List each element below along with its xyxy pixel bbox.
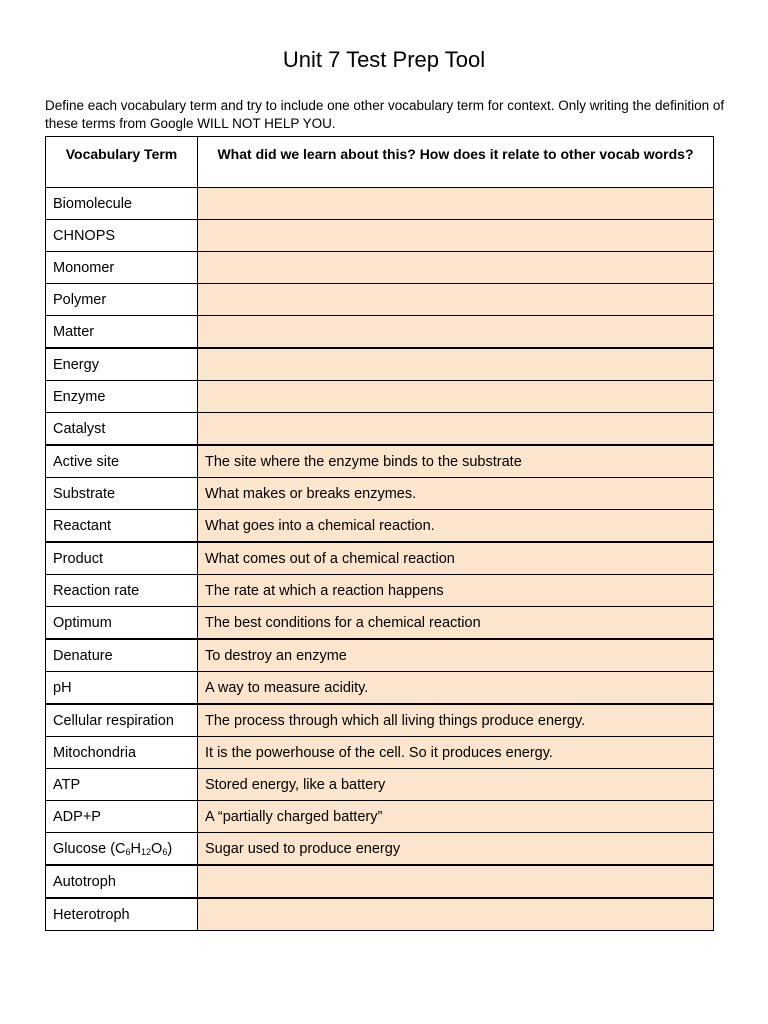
vocabulary-term-cell: Matter (46, 316, 198, 349)
table-row (46, 672, 714, 705)
answer-cell[interactable] (198, 348, 714, 381)
table-row (46, 316, 714, 349)
table-row (46, 542, 714, 575)
vocabulary-term-cell: pH (46, 672, 198, 705)
vocabulary-term-cell: Energy (46, 348, 198, 381)
header-answer-label: What did we learn about this? How does it relate to other vocab words? (217, 146, 694, 162)
vocabulary-term-cell: Denature (46, 639, 198, 672)
vocabulary-term-cell: Cellular respiration (46, 704, 198, 737)
vocabulary-term-cell: Enzyme (46, 381, 198, 413)
table-row (46, 284, 714, 316)
vocabulary-term-cell: Autotroph (46, 865, 198, 898)
answer-cell[interactable]: The best conditions for a chemical reaction (198, 607, 714, 640)
table-row (46, 833, 714, 866)
vocabulary-term-cell: Glucose $(C_6H_{12}O_6)$ (46, 833, 198, 866)
answer-cell[interactable] (198, 413, 714, 446)
answer-cell[interactable] (198, 381, 714, 413)
answer-cell[interactable]: What makes or breaks enzymes. (198, 478, 714, 510)
table-row (46, 510, 714, 543)
table-row (46, 445, 714, 478)
table-row (46, 639, 714, 672)
vocabulary-term-cell: Mitochondria (46, 737, 198, 769)
vocabulary-term-cell: CHNOPS (46, 220, 198, 252)
answer-cell[interactable]: The site where the enzyme binds to the substrate (198, 445, 714, 478)
answer-cell[interactable]: A way to measure acidity. (198, 672, 714, 705)
vocabulary-term-cell: Optimum (46, 607, 198, 640)
vocabulary-term-cell: Active site (46, 445, 198, 478)
answer-cell[interactable] (198, 220, 714, 252)
answer-cell[interactable]: It is the powerhouse of the cell. So it produces energy. (198, 737, 714, 769)
table-row (46, 769, 714, 801)
table-row (46, 575, 714, 607)
table-row (46, 188, 714, 220)
answer-cell[interactable]: What goes into a chemical reaction. (198, 510, 714, 543)
vocabulary-term-cell: Reaction rate (46, 575, 198, 607)
table-row (46, 220, 714, 252)
table-row (46, 801, 714, 833)
vocabulary-term-cell: Heterotroph (46, 898, 198, 931)
answer-cell[interactable]: The rate at which a reaction happens (198, 575, 714, 607)
table-row (46, 348, 714, 381)
table-row (46, 478, 714, 510)
table-row (46, 737, 714, 769)
vocabulary-term-cell: Monomer (46, 252, 198, 284)
instructions-paragraph: Define each vocabulary term and try to include one other vocabulary term for context. Only writing the definition of these terms from Google WILL NOT HELP YOU. (45, 98, 725, 131)
table-row (46, 704, 714, 737)
table-row (46, 865, 714, 898)
vocabulary-term-cell: ATP (46, 769, 198, 801)
header-vocabulary-term (46, 137, 198, 188)
vocabulary-term-cell: Product (46, 542, 198, 575)
answer-cell[interactable] (198, 898, 714, 931)
table-row (46, 898, 714, 931)
table-body (46, 188, 714, 931)
answer-cell[interactable]: A “partially charged battery” (198, 801, 714, 833)
vocabulary-table (45, 136, 714, 931)
table-row (46, 413, 714, 446)
header-answer (198, 137, 714, 188)
vocabulary-term-cell: Biomolecule (46, 188, 198, 220)
answer-cell[interactable] (198, 316, 714, 349)
answer-cell[interactable]: Stored energy, like a battery (198, 769, 714, 801)
answer-cell[interactable] (198, 188, 714, 220)
answer-cell[interactable] (198, 284, 714, 316)
answer-cell[interactable]: Sugar used to produce energy (198, 833, 714, 866)
vocabulary-term-cell: ADP+P (46, 801, 198, 833)
table-row (46, 252, 714, 284)
page-title: Unit 7 Test Prep Tool (282, 47, 486, 72)
header-vocabulary-term-label: Vocabulary Term (65, 146, 178, 162)
answer-cell[interactable]: The process through which all living things produce energy. (198, 704, 714, 737)
vocabulary-term-cell: Catalyst (46, 413, 198, 446)
vocabulary-term-cell: Polymer (46, 284, 198, 316)
answer-cell[interactable] (198, 865, 714, 898)
answer-cell[interactable] (198, 252, 714, 284)
vocabulary-term-cell: Reactant (46, 510, 198, 543)
vocabulary-term-cell: Substrate (46, 478, 198, 510)
answer-cell[interactable]: What comes out of a chemical reaction (198, 542, 714, 575)
table-row (46, 607, 714, 640)
table-header-row (46, 137, 714, 188)
table-row (46, 381, 714, 413)
answer-cell[interactable]: To destroy an enzyme (198, 639, 714, 672)
